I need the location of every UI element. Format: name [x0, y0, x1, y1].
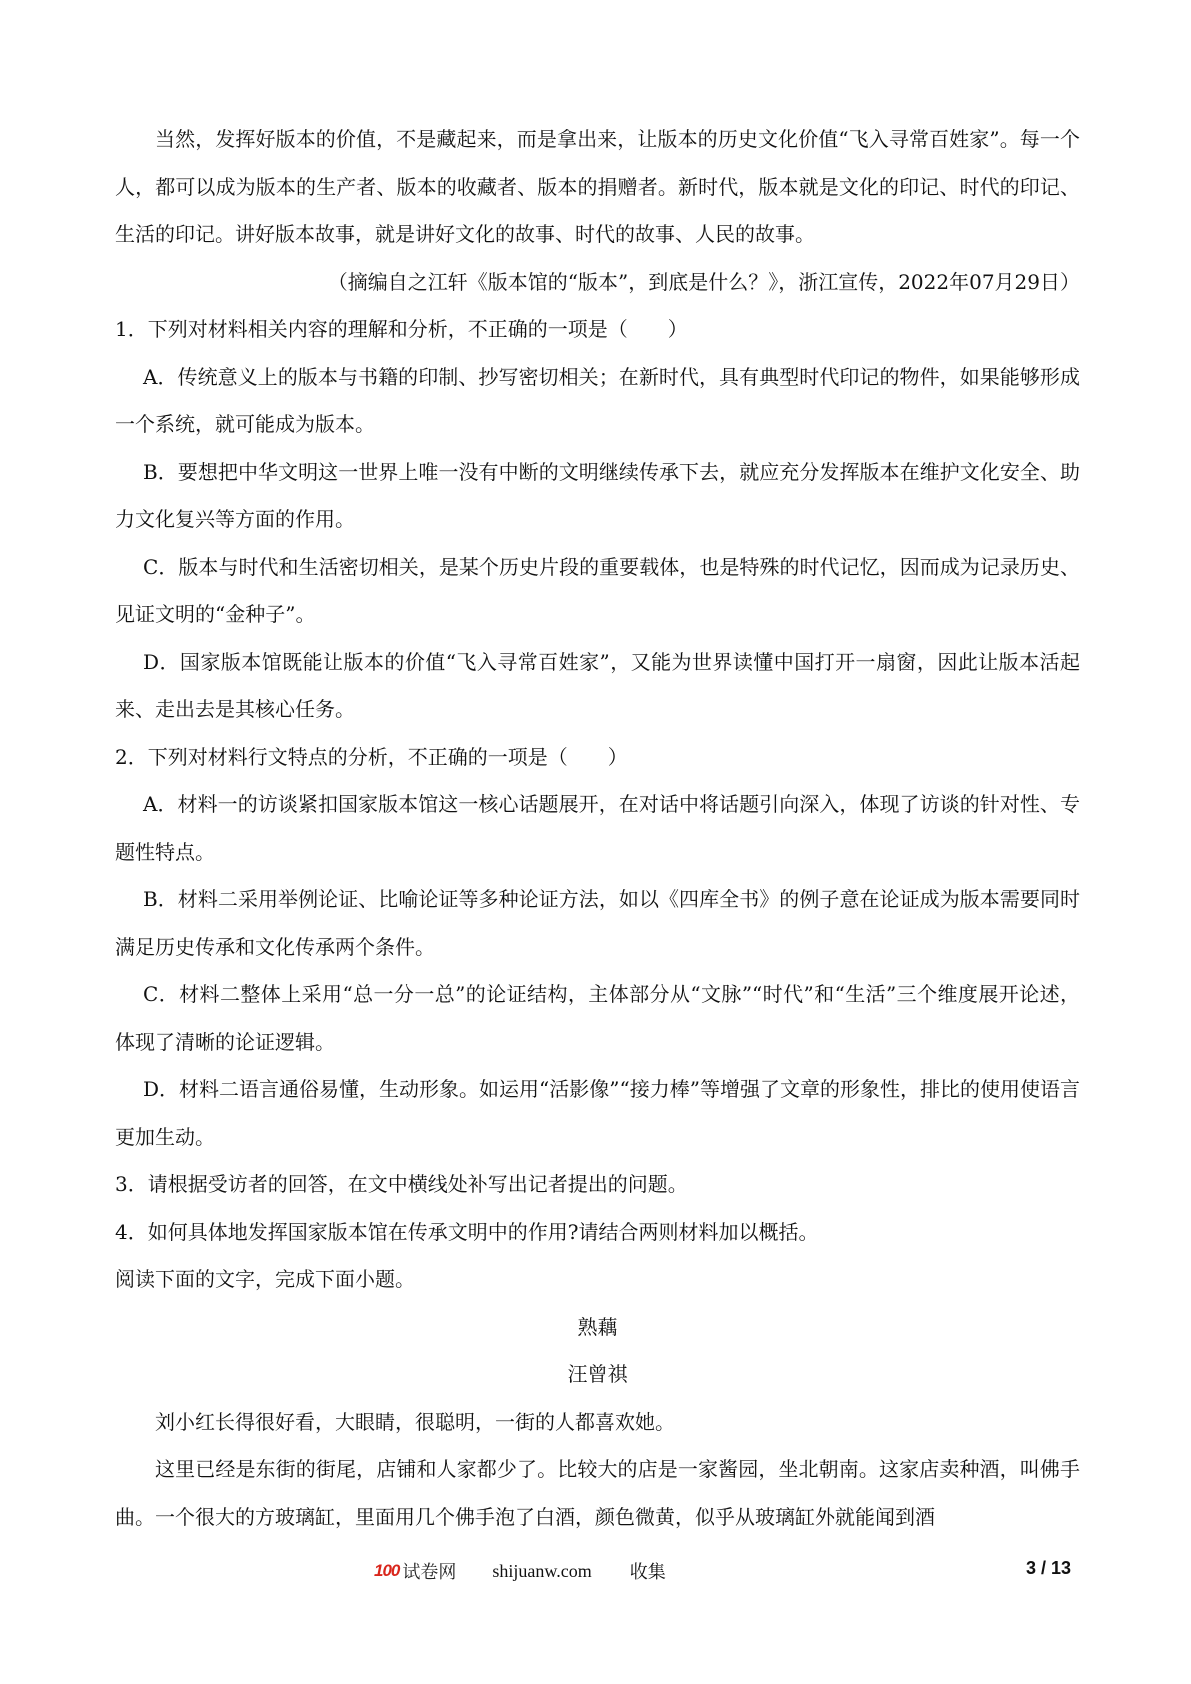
- question-3: 3．请根据受访者的回答，在文中横线处补写出记者提出的问题。: [115, 1172, 688, 1196]
- question-1-option-b: B．要想把中华文明这一世界上唯一没有中断的文明继续传承下去，就应充分发挥版本在维护文化安全、助力文化复兴等方面的作用。: [115, 459, 1080, 531]
- page-number: 3 / 13: [1025, 1558, 1071, 1578]
- question-2-option-a: A．材料一的访谈紧扣国家版本馆这一核心话题展开，在对话中将话题引向深入，体现了访谈的针对性、专题性特点。: [115, 792, 1080, 864]
- source-citation: （摘编自之江轩《版本馆的“版本”，到底是什么？》，浙江宣传，2022年07月29日）: [327, 269, 1080, 294]
- question-2-option-d: D．材料二语言通俗易懂，生动形象。如运用“活影像”“接力棒”等增强了文章的形象性，排比的使用使语言更加生动。: [115, 1077, 1080, 1149]
- question-1-option-d: D．国家版本馆既能让版本的价值“飞入寻常百姓家”，又能为世界读懂中国打开一扇窗，因此让版本活起来、走出去是其核心任务。: [115, 649, 1080, 721]
- question-1-option-a: A．传统意义上的版本与书籍的印制、抄写密切相关；在新时代，具有典型时代印记的物件，如果能够形成一个系统，就可能成为版本。: [115, 364, 1080, 436]
- collect-label: 收集: [629, 1562, 666, 1583]
- question-4: 4．如何具体地发挥国家版本馆在传承文明中的作用?请结合两则材料加以概括。: [115, 1219, 819, 1244]
- article-author: 汪曾祺: [567, 1362, 628, 1386]
- page-content: [115, 116, 1080, 1541]
- logo-number: 100: [374, 1561, 400, 1580]
- reading-instruction: 阅读下面的文字，完成下面小题。: [115, 1267, 415, 1291]
- article-title: 熟藕: [577, 1314, 618, 1339]
- question-1-option-c: C．版本与时代和生活密切相关，是某个历史片段的重要载体，也是特殊的时代记忆，因而成为记录历史、见证文明的“金种子”。: [115, 554, 1080, 626]
- question-2-option-c: C．材料二整体上采用“总一分一总”的论证结构，主体部分从“文脉”“时代”和“生活”三个维度展开论述，体现了清晰的论证逻辑。: [115, 982, 1080, 1054]
- footer-watermark: [374, 1558, 666, 1584]
- question-2-option-b: B．材料二采用举例论证、比喻论证等多种论证方法，如以《四库全书》的例子意在论证成为版本需要同时满足历史传承和文化传承两个条件。: [115, 887, 1080, 959]
- site-logo: [374, 1558, 456, 1584]
- question-1: 1．下列对材料相关内容的理解和分析，不正确的一项是（ ）: [115, 317, 688, 341]
- question-2: 2．下列对材料行文特点的分析，不正确的一项是（ ）: [115, 744, 628, 769]
- paragraph-conclusion: 当然，发挥好版本的价值，不是藏起来，而是拿出来，让版本的历史文化价值“飞入寻常百姓家”。每一个人，都可以成为版本的生产者、版本的收藏者、版本的捐赠者。新时代，版本就是文化的印记、时代的印记、生活的印记。讲好版本故事，就是讲好文化的故事、时代的故事、人民的故事。: [115, 127, 1080, 246]
- article-paragraph-2: 这里已经是东街的街尾，店铺和人家都少了。比较大的店是一家酱园，坐北朝南。这家店卖种酒，叫佛手曲。一个很大的方玻璃缸，里面用几个佛手泡了白酒，颜色微黄，似乎从玻璃缸外就能闻到酒: [115, 1457, 1080, 1529]
- page-footer: [0, 1550, 1191, 1590]
- logo-text: 试卷网: [402, 1562, 457, 1583]
- site-url: shijuanw.com: [492, 1560, 592, 1581]
- article-paragraph-1: 刘小红长得很好看，大眼睛，很聪明，一街的人都喜欢她。: [155, 1409, 675, 1434]
